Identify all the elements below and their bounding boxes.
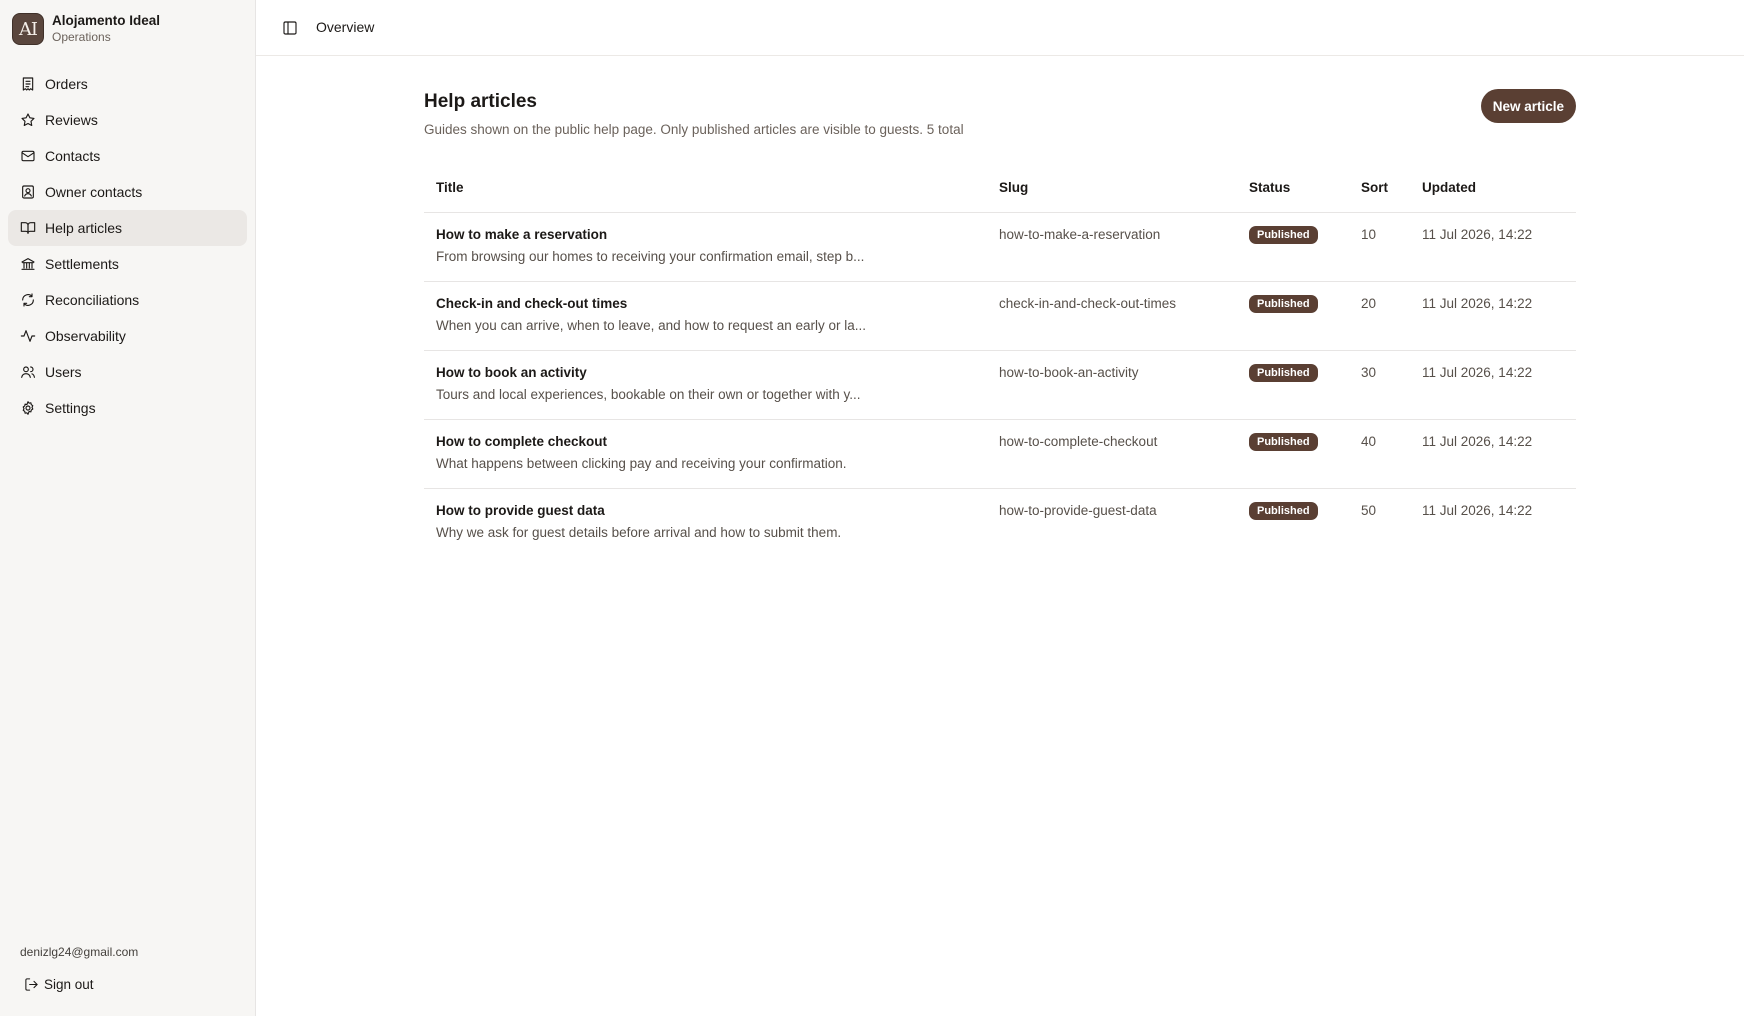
sidebar	[0, 0, 256, 1016]
article-updated: 11 Jul 2026, 14:22	[1422, 502, 1533, 518]
page-subtitle: Guides shown on the public help page. Only published articles are visible to guests. 5 total	[424, 122, 964, 137]
cell-status	[1237, 281, 1349, 350]
sidebar-nav	[8, 66, 247, 426]
sidebar-item-contacts[interactable]	[8, 138, 247, 174]
table-row[interactable]	[424, 488, 1576, 557]
refresh-icon	[20, 292, 36, 308]
status-badge: Published	[1249, 295, 1318, 313]
panel-left-icon	[282, 20, 298, 36]
topbar	[256, 0, 1744, 56]
brand-subtitle: Operations	[52, 30, 111, 45]
sidebar-item-label: Settings	[45, 400, 96, 416]
cell-title	[424, 281, 987, 350]
sidebar-item-help-articles[interactable]	[8, 210, 247, 246]
sidebar-item-label: Owner contacts	[45, 184, 143, 200]
table-header-row	[424, 164, 1576, 212]
sidebar-item-reviews[interactable]	[8, 102, 247, 138]
status-badge: Published	[1249, 226, 1318, 244]
article-title[interactable]: Check-in and check-out times	[436, 295, 628, 311]
article-title[interactable]: How to provide guest data	[436, 502, 605, 518]
cell-slug	[987, 419, 1237, 488]
cell-title	[424, 350, 987, 419]
article-description: Tours and local experiences, bookable on their own or together with y...	[436, 386, 861, 402]
bank-icon	[20, 256, 36, 272]
page-title: Help articles	[424, 91, 537, 112]
cell-sort	[1349, 281, 1410, 350]
sidebar-item-settlements[interactable]	[8, 246, 247, 282]
table-row[interactable]	[424, 419, 1576, 488]
sidebar-item-label: Contacts	[45, 148, 101, 164]
brand-text	[52, 13, 160, 45]
articles-table	[424, 164, 1576, 557]
sidebar-item-label: Observability	[45, 328, 126, 344]
cell-sort	[1349, 419, 1410, 488]
sign-out-icon	[24, 977, 39, 992]
article-sort: 30	[1361, 364, 1377, 380]
article-description: From browsing our homes to receiving your confirmation email, step b...	[436, 248, 865, 264]
star-icon	[20, 112, 36, 128]
mail-icon	[20, 148, 36, 164]
article-description: What happens between clicking pay and receiving your confirmation.	[436, 455, 847, 471]
article-title[interactable]: How to complete checkout	[436, 433, 608, 449]
article-sort: 50	[1361, 502, 1377, 518]
article-title[interactable]: How to book an activity	[436, 364, 587, 380]
article-sort: 40	[1361, 433, 1377, 449]
users-icon	[20, 364, 36, 380]
new-article-button[interactable]: New article	[1481, 89, 1576, 123]
column-header-status[interactable]: Status	[1237, 164, 1349, 212]
sidebar-item-label: Users	[45, 364, 82, 380]
book-open-icon	[20, 220, 36, 236]
brand[interactable]	[12, 13, 160, 45]
brand-name: Alojamento Ideal	[52, 13, 161, 29]
article-slug: how-to-book-an-activity	[999, 364, 1139, 380]
user-email: denizlg24@gmail.com	[20, 945, 139, 959]
sidebar-item-observability[interactable]	[8, 318, 247, 354]
sidebar-item-users[interactable]	[8, 354, 247, 390]
cell-slug	[987, 281, 1237, 350]
activity-icon	[20, 328, 36, 344]
article-description: Why we ask for guest details before arrival and how to submit them.	[436, 524, 842, 540]
cell-sort	[1349, 212, 1410, 281]
brand-logo: AI	[12, 13, 44, 45]
status-badge: Published	[1249, 502, 1318, 520]
cell-status	[1237, 488, 1349, 557]
table-row[interactable]	[424, 281, 1576, 350]
article-slug: how-to-provide-guest-data	[999, 502, 1157, 518]
sidebar-item-settings[interactable]	[8, 390, 247, 426]
status-badge: Published	[1249, 433, 1318, 451]
column-header-updated[interactable]: Updated	[1410, 164, 1576, 212]
contact-card-icon	[20, 184, 36, 200]
cell-title	[424, 419, 987, 488]
column-header-sort[interactable]: Sort	[1349, 164, 1410, 212]
article-updated: 11 Jul 2026, 14:22	[1422, 226, 1533, 242]
breadcrumb[interactable]: Overview	[316, 19, 375, 35]
article-slug: how-to-make-a-reservation	[999, 226, 1161, 242]
status-badge: Published	[1249, 364, 1318, 382]
cell-sort	[1349, 488, 1410, 557]
cell-slug	[987, 488, 1237, 557]
sidebar-item-label: Settlements	[45, 256, 119, 272]
sidebar-toggle-button[interactable]	[280, 18, 300, 38]
article-sort: 10	[1361, 226, 1377, 242]
sidebar-item-label: Reconciliations	[45, 292, 140, 308]
sidebar-item-orders[interactable]	[8, 66, 247, 102]
sidebar-item-reconciliations[interactable]	[8, 282, 247, 318]
article-updated: 11 Jul 2026, 14:22	[1422, 295, 1533, 311]
article-slug: how-to-complete-checkout	[999, 433, 1158, 449]
cell-status	[1237, 419, 1349, 488]
receipt-icon	[20, 76, 36, 92]
column-header-slug[interactable]: Slug	[987, 164, 1237, 212]
article-title[interactable]: How to make a reservation	[436, 226, 608, 242]
article-sort: 20	[1361, 295, 1377, 311]
cell-title	[424, 212, 987, 281]
cell-sort	[1349, 350, 1410, 419]
sign-out-button[interactable]	[18, 972, 100, 996]
cell-title	[424, 488, 987, 557]
cell-updated	[1410, 281, 1576, 350]
cell-updated	[1410, 350, 1576, 419]
gear-icon	[20, 400, 36, 416]
sidebar-item-label: Help articles	[45, 220, 123, 236]
cell-status	[1237, 350, 1349, 419]
cell-updated	[1410, 488, 1576, 557]
cell-updated	[1410, 212, 1576, 281]
article-description: When you can arrive, when to leave, and how to request an early or la...	[436, 317, 866, 333]
sidebar-item-label: Reviews	[45, 112, 98, 128]
cell-slug	[987, 350, 1237, 419]
sidebar-item-owner-contacts[interactable]	[8, 174, 247, 210]
article-updated: 11 Jul 2026, 14:22	[1422, 364, 1533, 380]
column-header-title[interactable]: Title	[424, 164, 987, 212]
table-row[interactable]	[424, 350, 1576, 419]
cell-updated	[1410, 419, 1576, 488]
article-updated: 11 Jul 2026, 14:22	[1422, 433, 1533, 449]
table-row[interactable]	[424, 212, 1576, 281]
cell-status	[1237, 212, 1349, 281]
sign-out-label: Sign out	[44, 976, 94, 992]
cell-slug	[987, 212, 1237, 281]
sidebar-item-label: Orders	[45, 76, 88, 92]
article-slug: check-in-and-check-out-times	[999, 295, 1177, 311]
